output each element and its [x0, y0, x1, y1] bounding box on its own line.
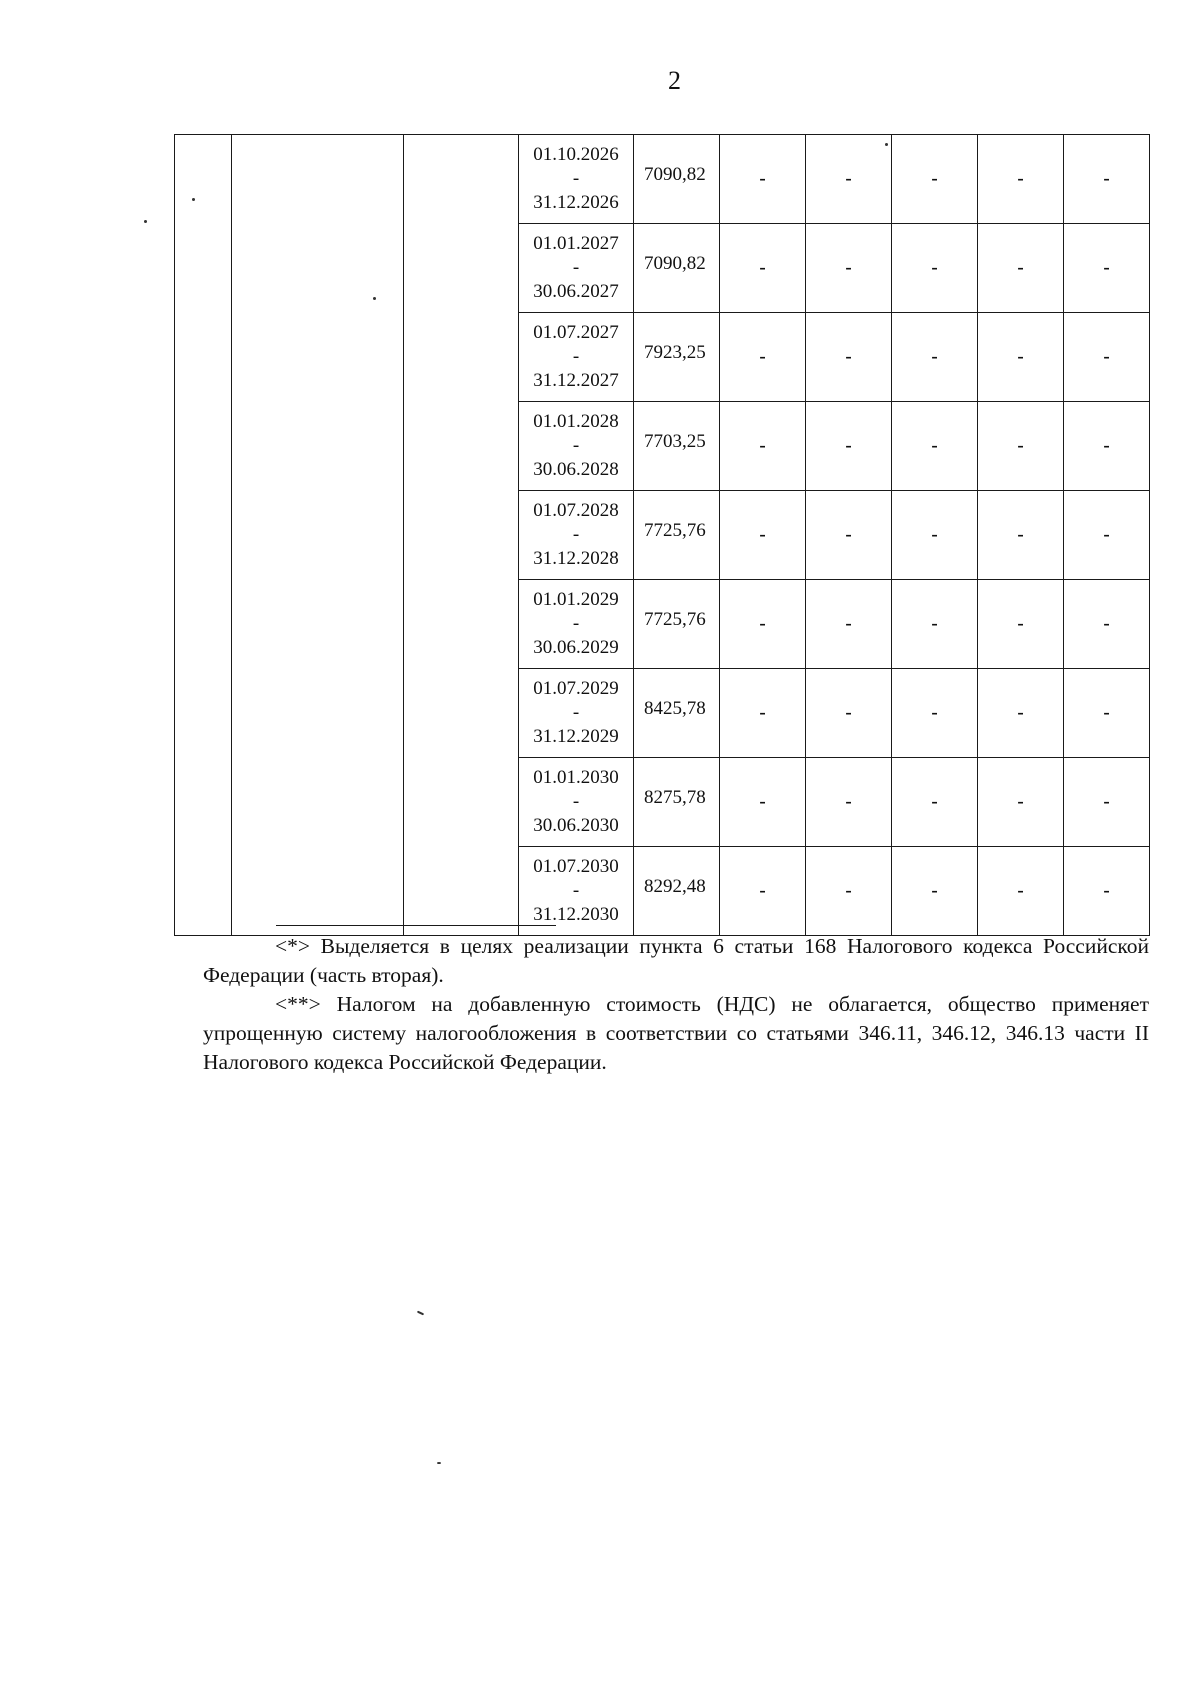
empty-value-cell: - [978, 491, 1064, 580]
empty-value-cell: - [720, 491, 806, 580]
empty-value-cell: - [720, 758, 806, 847]
org-cell [175, 847, 232, 936]
empty-value-cell: - [806, 224, 892, 313]
category-cell [404, 224, 519, 313]
period-start: 01.07.2028 [533, 500, 619, 521]
period-start: 01.07.2029 [533, 678, 619, 699]
empty-value-cell: - [892, 135, 978, 224]
period-start: 01.10.2026 [533, 144, 619, 165]
scan-speck [373, 297, 376, 300]
service-cell [232, 224, 404, 313]
empty-value-cell: - [1064, 135, 1150, 224]
separator: - [572, 168, 580, 189]
scan-speck [417, 1311, 424, 1316]
empty-value-cell: - [1064, 847, 1150, 936]
period-end: 31.12.2029 [533, 726, 619, 747]
empty-value-cell: - [1064, 224, 1150, 313]
tariff-value-cell: 7090,82 [634, 224, 720, 313]
service-cell [232, 491, 404, 580]
tariff-value-cell: 8275,78 [634, 758, 720, 847]
period-end: 30.06.2028 [533, 459, 619, 480]
tariff-value-cell: 7725,76 [634, 580, 720, 669]
period-cell [519, 847, 634, 936]
tariff-value-cell: 8292,48 [634, 847, 720, 936]
service-cell [232, 758, 404, 847]
org-cell [175, 402, 232, 491]
category-cell [404, 402, 519, 491]
footnote-vat-exemption: <**> Налогом на добавленную стоимость (НДС) не облагается, общество применяет упрощенную систему налогообложения в соответствии со статьями 346.11, 346.12, 346.13 части II Налогового кодекса Российской Федерации. [203, 992, 1149, 1074]
empty-value-cell: - [1064, 758, 1150, 847]
tariff-value-cell: 7090,82 [634, 135, 720, 224]
service-cell [232, 669, 404, 758]
empty-value-cell: - [978, 313, 1064, 402]
service-cell [232, 847, 404, 936]
period-cell [519, 313, 634, 402]
category-cell [404, 313, 519, 402]
separator: - [572, 791, 580, 812]
separator: - [572, 435, 580, 456]
empty-value-cell: - [892, 491, 978, 580]
empty-value-cell: - [720, 847, 806, 936]
empty-value-cell: - [978, 580, 1064, 669]
empty-value-cell: - [806, 491, 892, 580]
empty-value-cell: - [1064, 669, 1150, 758]
service-cell [232, 402, 404, 491]
empty-value-cell: - [892, 313, 978, 402]
tariff-value-cell: 7923,25 [634, 313, 720, 402]
table-row [175, 758, 1150, 847]
empty-value-cell: - [720, 135, 806, 224]
period-start: 01.01.2028 [533, 411, 619, 432]
tariff-table [174, 134, 1150, 936]
empty-value-cell: - [806, 580, 892, 669]
period-cell [519, 758, 634, 847]
period-end: 31.12.2026 [533, 192, 619, 213]
scan-speck [192, 198, 195, 201]
table-row [175, 580, 1150, 669]
empty-value-cell: - [806, 135, 892, 224]
empty-value-cell: - [1064, 580, 1150, 669]
empty-value-cell: - [1064, 491, 1150, 580]
category-cell [404, 669, 519, 758]
footnote-vat-allocation: <*> Выделяется в целях реализации пункта 6 статьи 168 Налогового кодекса Российской Федерации (часть вторая). [203, 934, 1149, 987]
service-cell [232, 135, 404, 224]
period-cell [519, 580, 634, 669]
empty-value-cell: - [892, 669, 978, 758]
scan-speck [885, 143, 888, 146]
page-number: 2 [668, 66, 681, 95]
category-cell [404, 491, 519, 580]
period-cell [519, 491, 634, 580]
period-end: 30.06.2030 [533, 815, 619, 836]
empty-value-cell: - [720, 313, 806, 402]
category-cell [404, 135, 519, 224]
separator: - [572, 524, 580, 545]
empty-value-cell: - [1064, 402, 1150, 491]
table-row [175, 669, 1150, 758]
table-row [175, 491, 1150, 580]
tariff-value-cell: 7703,25 [634, 402, 720, 491]
empty-value-cell: - [720, 402, 806, 491]
empty-value-cell: - [892, 580, 978, 669]
period-end: 31.12.2030 [533, 904, 619, 925]
period-start: 01.01.2030 [533, 767, 619, 788]
org-cell [175, 580, 232, 669]
tariff-value-cell: 8425,78 [634, 669, 720, 758]
period-cell [519, 402, 634, 491]
empty-value-cell: - [978, 669, 1064, 758]
service-cell [232, 580, 404, 669]
scan-speck [144, 220, 147, 223]
empty-value-cell: - [978, 135, 1064, 224]
period-start: 01.01.2029 [533, 589, 619, 610]
period-cell [519, 135, 634, 224]
period-cell [519, 224, 634, 313]
org-cell [175, 491, 232, 580]
empty-value-cell: - [978, 402, 1064, 491]
empty-value-cell: - [978, 847, 1064, 936]
table-row [175, 847, 1150, 936]
separator: - [572, 346, 580, 367]
period-start: 01.07.2030 [533, 856, 619, 877]
table-row [175, 313, 1150, 402]
empty-value-cell: - [1064, 313, 1150, 402]
period-end: 31.12.2027 [533, 370, 619, 391]
separator: - [572, 880, 580, 901]
empty-value-cell: - [806, 758, 892, 847]
category-cell [404, 758, 519, 847]
empty-value-cell: - [806, 402, 892, 491]
period-end: 31.12.2028 [533, 548, 619, 569]
period-cell [519, 669, 634, 758]
separator: - [572, 702, 580, 723]
empty-value-cell: - [806, 847, 892, 936]
empty-value-cell: - [806, 313, 892, 402]
empty-value-cell: - [892, 847, 978, 936]
empty-value-cell: - [892, 224, 978, 313]
tariff-value-cell: 7725,76 [634, 491, 720, 580]
empty-value-cell: - [720, 669, 806, 758]
empty-value-cell: - [978, 758, 1064, 847]
period-start: 01.01.2027 [533, 233, 619, 254]
org-cell [175, 313, 232, 402]
scan-speck [437, 1462, 441, 1464]
service-cell [232, 313, 404, 402]
separator: - [572, 257, 580, 278]
period-start: 01.07.2027 [533, 322, 619, 343]
org-cell [175, 758, 232, 847]
footnotes [203, 932, 1149, 1077]
table-row [175, 224, 1150, 313]
org-cell [175, 669, 232, 758]
empty-value-cell: - [806, 669, 892, 758]
period-end: 30.06.2029 [533, 637, 619, 658]
empty-value-cell: - [892, 758, 978, 847]
empty-value-cell: - [978, 224, 1064, 313]
category-cell [404, 847, 519, 936]
org-cell [175, 135, 232, 224]
org-cell [175, 224, 232, 313]
table-row [175, 402, 1150, 491]
empty-value-cell: - [720, 224, 806, 313]
table-row [175, 135, 1150, 224]
empty-value-cell: - [892, 402, 978, 491]
category-cell [404, 580, 519, 669]
empty-value-cell: - [720, 580, 806, 669]
footnote-divider [276, 925, 556, 926]
separator: - [572, 613, 580, 634]
tariff-table-body [175, 135, 1150, 936]
period-end: 30.06.2027 [533, 281, 619, 302]
